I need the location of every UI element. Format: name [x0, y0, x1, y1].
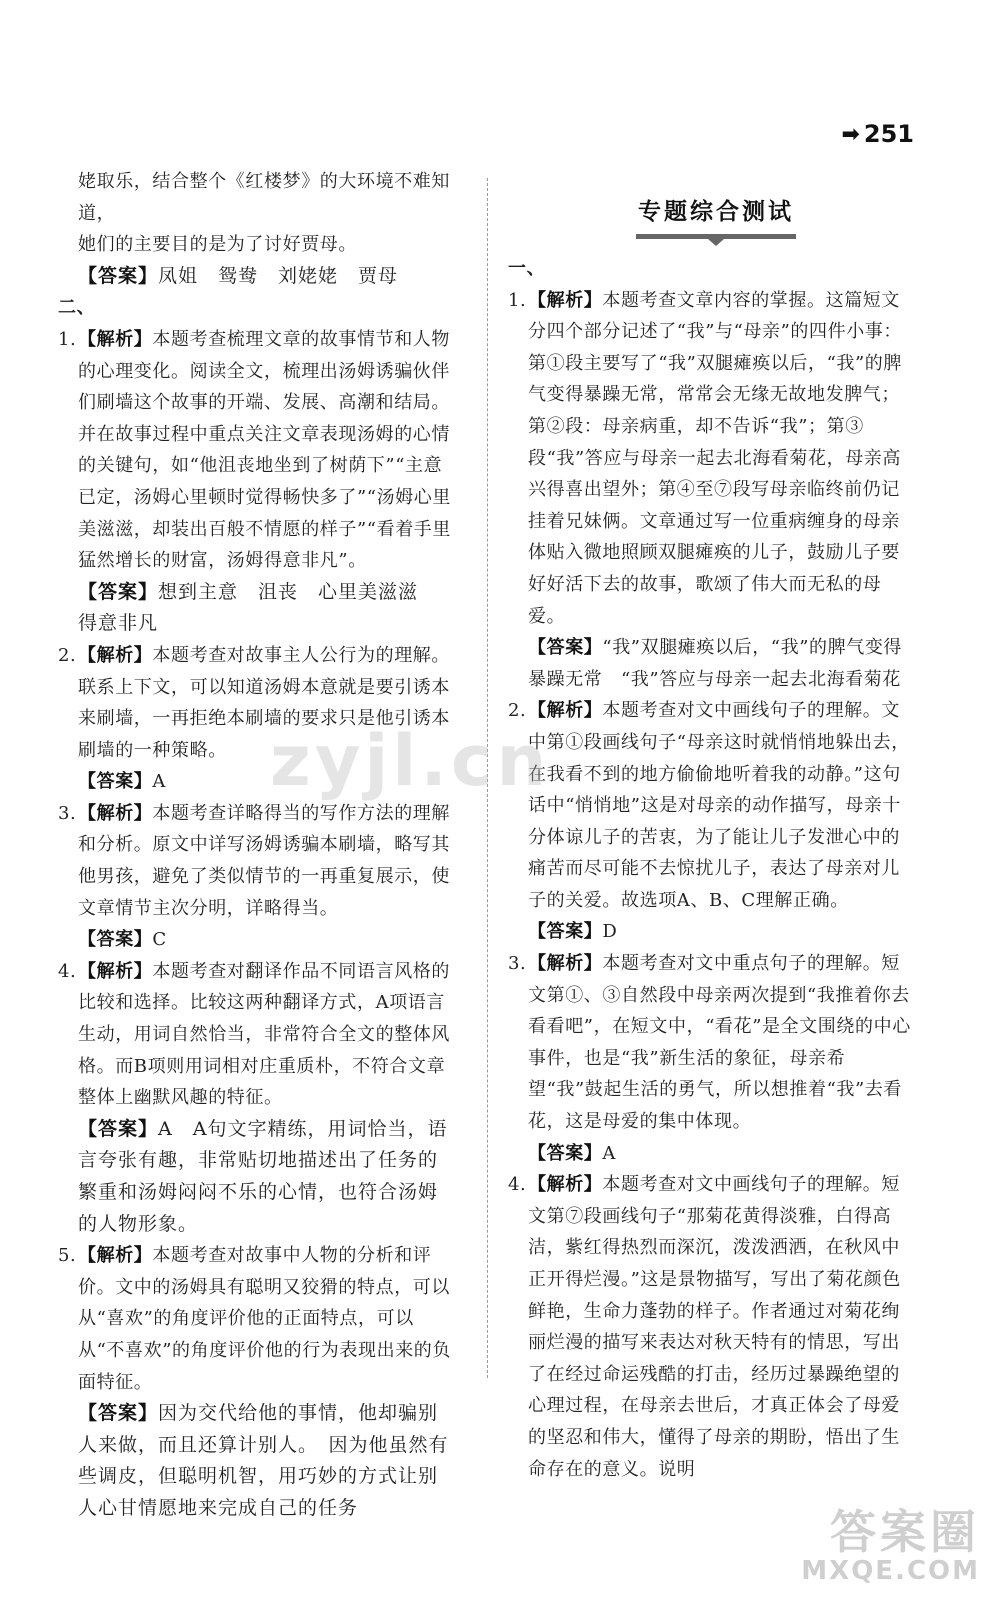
- analysis-text: 本题考查对文中重点句子的理解。短文第①、③自然段中母亲两次提到“我推着你去看看吧”，在短文中，“看花”是全文围绕的中心事件，也是“我”新生活的象征，母亲希望“我”鼓起生活的勇气，所以想推着“我”去看花，这是母爱的集中体现。: [528, 953, 911, 1133]
- question-number: 3.: [58, 802, 77, 824]
- answer-text: “我”双腿瘫痪以后，“我”的脾气变得暴躁无常 “我”答应与母亲一起去北海看菊花: [528, 637, 903, 690]
- intro-line: 她们的主要目的是为了讨好贾母。: [78, 234, 357, 256]
- question-item: [508, 1169, 916, 1485]
- right-column: [508, 166, 916, 1485]
- section-heading: 一、: [508, 258, 546, 279]
- section-heading: 二、: [58, 297, 96, 319]
- question-item: [508, 285, 916, 633]
- answer-tag: 【答案】: [78, 929, 153, 951]
- question-item: [508, 695, 916, 916]
- question-item: [508, 948, 916, 1138]
- watermark-logo: [801, 1504, 980, 1587]
- title-underline: [636, 234, 796, 239]
- answer-tag: 【答案】: [528, 921, 603, 943]
- question-item: [58, 798, 454, 924]
- analysis-tag: 【解析】: [78, 328, 153, 350]
- analysis-tag: 【解析】: [78, 1245, 153, 1267]
- question-number: 1.: [508, 289, 527, 311]
- answer-tag: 【答案】: [78, 1402, 159, 1425]
- answer-line: [528, 916, 916, 948]
- intro-answer: [78, 261, 454, 293]
- answer-tag: 【答案】: [528, 1142, 603, 1164]
- answer-line: [78, 1398, 454, 1524]
- question-number: 1.: [58, 328, 77, 350]
- question-number: 4.: [58, 960, 77, 982]
- answer-text: A A句文字精练，用词恰当，语言夸张有趣，非常贴切地描述出了任务的繁重和汤姆闷闷不乐的心情，也符合汤姆的人物形象。: [78, 1117, 448, 1235]
- analysis-text: 本题考查对翻译作品不同语言风格的比较和选择。比较这两种翻译方式，A项语言生动，用词自然恰当，非常符合全文的整体风格。而B项则用词相对庄重质朴，不符合文章整体上幽默风趣的特征。: [78, 960, 451, 1109]
- analysis-tag: 【解析】: [78, 802, 153, 824]
- question-number: 3.: [508, 953, 527, 975]
- answer-text: A: [152, 771, 167, 793]
- watermark-middle: zyjl.cn: [270, 720, 551, 802]
- analysis-tag: 【解析】: [528, 953, 603, 975]
- analysis-tag: 【解析】: [78, 644, 153, 666]
- page-number: [841, 120, 914, 148]
- answer-text: 因为交代给他的事情，他却骗别人来做，而且还算计别人。 因为他虽然有些调皮，但聪明机智，用巧妙的方式让别人心甘情愿地来完成自己的任务: [78, 1402, 449, 1519]
- analysis-text: 本题考查对故事主人公行为的理解。联系上下文，可以知道汤姆本意就是要引诱本来刷墙，一再拒绝本刷墙的要求只是他引诱本刷墙的一种策略。: [78, 644, 451, 761]
- watermark-top: 答案圈: [830, 1504, 980, 1559]
- analysis-text: 本题考查对故事中人物的分析和评价。文中的汤姆具有聪明又狡猾的特点，可以从“喜欢”的角度评价他的正面特点，可以从“不喜欢”的角度评价他的行为表现出来的负面特征。: [78, 1245, 452, 1393]
- answer-line: [78, 924, 454, 956]
- answer-line: [78, 577, 454, 640]
- question-number: 5.: [58, 1245, 77, 1267]
- analysis-tag: 【解析】: [528, 700, 603, 722]
- answer-line: [78, 1114, 454, 1240]
- analysis-text: 本题考查详略得当的写作方法的理解和分析。原文中详写汤姆诱骗本刷墙，略写其他男孩，避免了类似情节的一再重复展示，使文章情节主次分明，详略得当。: [78, 802, 451, 919]
- intro-line: 姥取乐，结合整个《红楼梦》的大环境不难知道，: [78, 171, 450, 224]
- analysis-tag: 【解析】: [78, 960, 153, 982]
- left-column: [58, 166, 454, 1525]
- page-number-text: 251: [863, 120, 914, 148]
- analysis-tag: 【解析】: [528, 289, 603, 311]
- answer-text: C: [152, 929, 167, 951]
- answer-line: [528, 1138, 916, 1170]
- question-item: [58, 956, 454, 1114]
- question-number: 4.: [508, 1174, 527, 1196]
- answer-tag: 【答案】: [78, 264, 159, 287]
- analysis-text: 本题考查对文中画线句子的理解。文中第①段画线句子“母亲这时就悄悄地躲出去，在我看不到的地方偷偷地听着我的动静。”这句话中“悄悄地”这是对母亲的动作描写，母亲十分体谅儿子的苦衷，为了能让儿子发泄心中的痛苦而尽可能不去惊扰儿子，表达了母亲对儿子的关爱。故选项A、B、C理解正确。: [528, 700, 910, 911]
- question-number: 2.: [58, 644, 77, 666]
- answer-line: [528, 632, 916, 695]
- answer-text: D: [602, 921, 618, 943]
- answer-text: A: [602, 1142, 617, 1164]
- answer-text: 凤姐 鸳鸯 刘姥姥 贾母: [158, 264, 399, 287]
- question-number: 2.: [508, 700, 527, 722]
- analysis-text: 本题考查梳理文章的故事情节和人物的心理变化。阅读全文，梳理出汤姆诱骗伙伴们刷墙这个故事的开端、发展、高潮和结局。并在故事过程中重点关注文章表现汤姆的心情的关键句，如“他沮丧地坐到了树荫下”“主意已定，汤姆心里顿时觉得畅快多了”“汤姆心里美滋滋，却装出百般不情愿的样子”“看着手里猛然增长的财富，汤姆得意非凡”。: [78, 328, 452, 572]
- section-title: [636, 192, 796, 239]
- answer-tag: 【答案】: [78, 580, 159, 603]
- question-item: [58, 324, 454, 577]
- answer-text: 想到主意 沮丧 心里美滋滋 得意非凡: [78, 580, 439, 635]
- analysis-tag: 【解析】: [528, 1174, 603, 1196]
- answer-tag: 【答案】: [78, 771, 153, 793]
- analysis-text: 本题考查对文中画线句子的理解。短文第⑦段画线句子“那菊花黄得淡雅，白得高洁，紫红得热烈而深沉，泼泼洒洒，在秋风中正开得烂漫。”这是景物描写，写出了菊花颜色鲜艳，生命力蓬勃的样子。作者通过对菊花绚丽烂漫的描写来表达对秋天特有的情思，写出了在经过命运残酷的打击，经历过暴躁绝望的心理过程，在母亲去世后，才真正体会了母爱的坚忍和伟大，懂得了母亲的期盼，悟出了生命存在的意义。说明: [528, 1174, 901, 1480]
- answer-tag: 【答案】: [528, 637, 603, 659]
- answer-tag: 【答案】: [78, 1117, 159, 1140]
- watermark-url: MXQE.COM: [801, 1556, 980, 1587]
- question-item: [58, 1240, 454, 1398]
- analysis-text: 本题考查文章内容的掌握。这篇短文分四个部分记述了“我”与“母亲”的四件小事：第①段主要写了“我”双腿瘫痪以后，“我”的脾气变得暴躁无常，常常会无缘无故地发脾气；第②段：母亲病重，却不告诉“我”；第③段“我”答应与母亲一起去北海看菊花，母亲高兴得喜出望外；第④至⑦段写母亲临终前仍记挂着兄妹俩。文章通过写一位重病缠身的母亲体贴入微地照顾双腿瘫痪的儿子，鼓励儿子要好好活下去的故事，歌颂了伟大而无私的母爱。: [528, 289, 903, 627]
- section-title-text: 专题综合测试: [638, 199, 794, 225]
- arrow-icon: ➡: [841, 121, 860, 147]
